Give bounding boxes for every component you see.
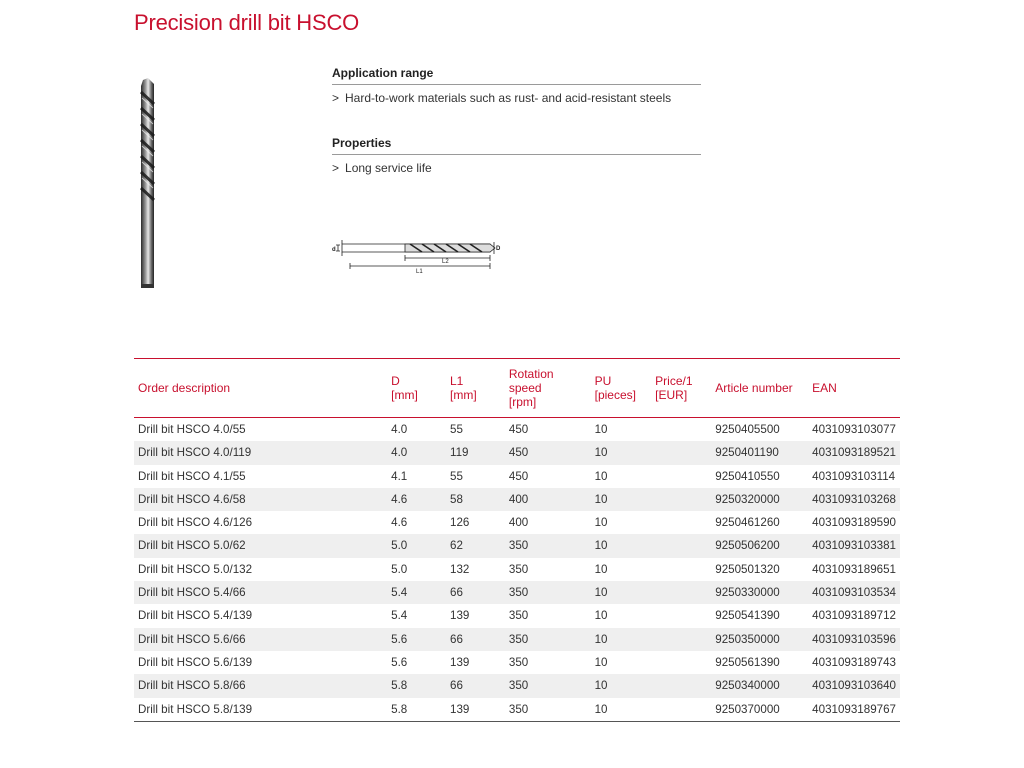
table-cell: Drill bit HSCO 5.0/132 [138,562,253,576]
table-cell: 5.4 [391,609,408,623]
table-cell: 4.6 [391,516,408,530]
table-cell: 139 [450,655,470,669]
table-cell: Drill bit HSCO 4.6/58 [138,492,246,506]
table-cell: 119 [450,446,469,460]
table-cell: 55 [450,469,463,483]
table-row [134,651,900,674]
column-header-line2: [mm] [391,388,418,402]
table-cell: 350 [508,586,529,600]
table-cell: Drill bit HSCO 4.0/55 [138,423,246,436]
table-cell [651,534,711,557]
column-header-line1: Rotation speed [508,367,554,395]
table-cell: 5.8 [391,702,408,716]
table-cell: 10 [594,586,608,600]
table-cell: 10 [594,516,608,530]
table-cell: 10 [594,539,608,553]
table-cell [651,488,711,511]
table-cell: 139 [450,609,470,623]
table-cell: 10 [594,446,608,460]
table-cell: 4.0 [391,446,408,460]
table-cell [651,558,711,581]
table-cell: 9250340000 [715,679,780,693]
table-cell: 62 [450,539,463,553]
bullet-arrow-icon: > [332,161,340,175]
table-row [134,604,900,627]
table-cell: 5.6 [391,655,408,669]
column-header-line2: [pieces] [594,388,636,402]
bullet-arrow-icon: > [332,91,340,105]
table-cell: 4031093103268 [812,492,896,506]
table-cell: 9250320000 [715,492,780,506]
column-header [446,359,505,418]
application-item-text: Hard-to-work materials such as rust- and acid-resistant steels [345,91,672,105]
table-row [134,488,900,511]
table-cell: 450 [508,423,529,436]
table-cell: 126 [450,516,470,530]
table-cell: 9250370000 [715,702,780,716]
table-cell [651,604,711,627]
table-row [134,558,900,581]
table-row [134,674,900,697]
column-header-line1: EAN [812,381,837,395]
table-row [134,581,900,604]
table-cell: 4031093103640 [812,679,896,693]
table-cell: 10 [594,632,608,646]
table-cell: 4.6 [391,492,408,506]
diagram-label-L1: L1 [416,269,423,275]
column-header-line2: [rpm] [508,395,537,409]
table-cell: 4031093189743 [812,655,896,669]
table-row [134,418,900,442]
column-header [651,359,711,418]
page-title: Precision drill bit HSCO [134,10,360,35]
table-cell: 139 [450,702,470,716]
table-cell: 4031093189521 [812,446,896,460]
column-header-line2: [EUR] [655,388,688,402]
properties-item-text: Long service life [345,161,432,175]
table-cell: Drill bit HSCO 4.6/126 [138,516,253,530]
table-cell: 9250405500 [715,423,780,436]
column-header-line1: L1 [450,374,464,388]
table-cell [651,628,711,651]
table-cell: 9250401190 [715,446,779,460]
table-cell: 66 [450,679,463,693]
table-cell: 450 [508,446,529,460]
table-cell [651,698,711,722]
table-cell: 4.1 [391,469,408,483]
table-cell: 350 [508,562,529,576]
table-cell: Drill bit HSCO 5.8/66 [138,679,246,693]
application-item [332,91,701,105]
table-row [134,465,900,488]
column-header-line1: D [391,374,400,388]
table-cell: 350 [508,702,529,716]
diagram-label-D: D [496,246,501,252]
column-header [134,359,387,418]
table-cell: 4031093103534 [812,586,896,600]
table-cell: Drill bit HSCO 5.6/139 [138,655,253,669]
table-cell: Drill bit HSCO 5.8/139 [138,702,253,716]
table-cell: 350 [508,609,529,623]
product-table [134,358,900,722]
table-cell: 5.0 [391,562,408,576]
table-cell [651,651,711,674]
table-row [134,441,900,464]
table-cell: 58 [450,492,463,506]
table-row [134,511,900,534]
table-cell [651,441,711,464]
table-cell: 66 [450,586,463,600]
table-cell: 55 [450,423,463,436]
table-cell: 4031093103381 [812,539,896,553]
table-cell: 4031093189712 [812,609,896,623]
table-cell: 10 [594,702,608,716]
table-cell: 350 [508,539,529,553]
table-cell: 400 [508,492,529,506]
table-cell: 10 [594,492,608,506]
table-cell: Drill bit HSCO 4.1/55 [138,469,246,483]
table-cell: 9250410550 [715,469,780,483]
table-body [134,418,900,722]
table-cell: 9250461260 [715,516,780,530]
table-row [134,698,900,722]
table-cell: 132 [450,562,470,576]
properties-section [332,136,701,175]
column-header [387,359,446,418]
properties-item [332,161,701,175]
column-header-line2: [mm] [450,388,477,402]
table-row [134,534,900,557]
table-cell: 4031093103114 [812,469,896,483]
column-header-line1: PU [594,374,612,388]
table-cell: 10 [594,423,608,436]
table-cell: Drill bit HSCO 4.0/119 [138,446,252,460]
table-row [134,628,900,651]
table-cell [651,581,711,604]
table-cell: 4031093189651 [812,562,896,576]
table-cell: 4031093103596 [812,632,896,646]
column-header-line1: Article number [715,381,793,395]
table-cell: 450 [508,469,529,483]
table-cell: Drill bit HSCO 5.6/66 [138,632,246,646]
column-header [505,359,591,418]
column-header [808,359,900,418]
diagram-label-L2: L2 [442,259,449,265]
table-cell: 5.4 [391,586,408,600]
application-range-heading: Application range [332,66,701,85]
diagram-label-d: d [332,247,336,253]
table-cell [651,465,711,488]
table-cell: 9250501320 [715,562,780,576]
table-cell: 4031093189590 [812,516,896,530]
table-cell: 4.0 [391,423,408,436]
table-cell: 10 [594,655,608,669]
table-cell: 10 [594,609,608,623]
table-cell: 5.6 [391,632,408,646]
table-cell: 9250561390 [715,655,780,669]
table-cell: 9250330000 [715,586,780,600]
table-header-row [134,359,900,418]
table-cell: 4031093189767 [812,702,896,716]
table-cell: 9250506200 [715,539,780,553]
properties-heading: Properties [332,136,701,155]
column-header [591,359,652,418]
table-cell: 10 [594,679,608,693]
table-cell [651,418,711,442]
table-cell: 10 [594,562,608,576]
table-cell: 350 [508,679,529,693]
table-cell: Drill bit HSCO 5.4/139 [138,609,253,623]
table-cell: Drill bit HSCO 5.4/66 [138,586,246,600]
table-cell: Drill bit HSCO 5.0/62 [138,539,246,553]
table-cell [651,511,711,534]
table-cell: 400 [508,516,529,530]
application-range-section [332,66,701,105]
table-cell: 5.8 [391,679,408,693]
table-cell: 10 [594,469,608,483]
table-cell: 350 [508,632,529,646]
table-cell: 9250350000 [715,632,780,646]
dimension-diagram [330,236,506,276]
table-cell [651,674,711,697]
table-cell: 66 [450,632,463,646]
table-cell: 5.0 [391,539,408,553]
drill-bit-image [132,78,162,290]
column-header-line1: Price/1 [655,374,693,388]
table-cell: 350 [508,655,529,669]
column-header-line1: Order description [138,381,231,395]
column-header [711,359,808,418]
table-cell: 9250541390 [715,609,780,623]
table-cell: 4031093103077 [812,423,896,436]
